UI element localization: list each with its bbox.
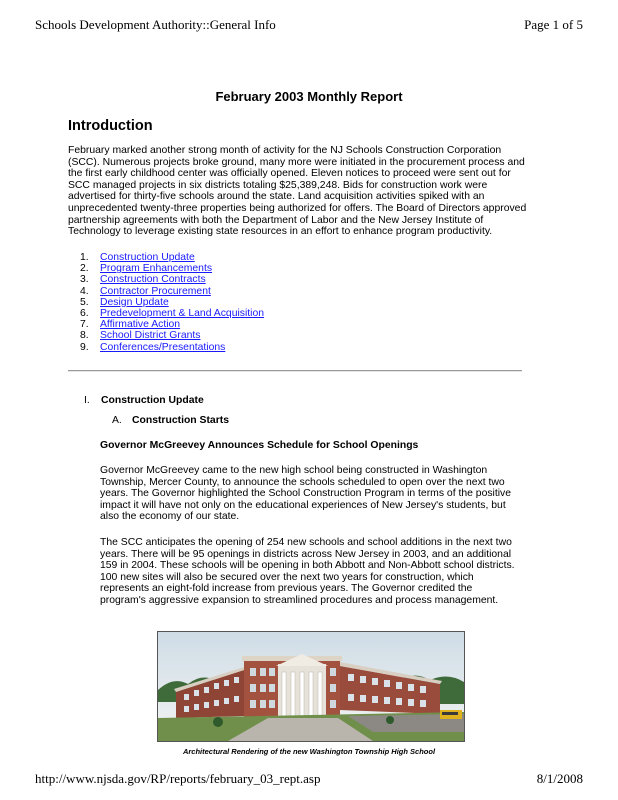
toc-number: 8.: [80, 330, 89, 342]
subsection-title: Construction Starts: [132, 415, 229, 426]
toc-link-affirmative-action[interactable]: Affirmative Action: [100, 319, 181, 331]
table-of-contents: [80, 252, 264, 353]
toc-link-construction-update[interactable]: Construction Update: [100, 252, 195, 263]
toc-number: 7.: [80, 319, 89, 331]
toc-number: 6.: [80, 308, 89, 320]
toc-link-conferences[interactable]: Conferences/Presentations: [100, 341, 226, 353]
toc-item: [80, 342, 264, 353]
toc-number: 9.: [80, 341, 89, 353]
report-title: February 2003 Monthly Report: [215, 89, 403, 104]
subsection-letter: A.: [112, 415, 122, 426]
toc-link-program-enhancements[interactable]: Program Enhancements: [100, 263, 213, 275]
toc-item: [80, 297, 264, 308]
page-header-title: Schools Development Authority::General Info: [35, 17, 276, 32]
toc-number: 4.: [80, 285, 89, 297]
toc-number: 3.: [80, 274, 89, 286]
toc-link-predevelopment[interactable]: Predevelopment & Land Acquisition: [100, 308, 265, 320]
toc-item: [80, 319, 264, 330]
toc-link-design-update[interactable]: Design Update: [100, 296, 169, 308]
subsection-heading: [112, 415, 229, 426]
toc-number: 5.: [80, 296, 89, 308]
page-number: Page 1 of 5: [524, 17, 583, 32]
toc-item: [80, 252, 264, 263]
building-illustration: [158, 632, 464, 741]
section-heading: [84, 395, 204, 406]
school-rendering-image: [157, 631, 465, 742]
toc-item: [80, 330, 264, 341]
section-number: I.: [84, 395, 90, 406]
section-title: Construction Update: [101, 395, 204, 406]
figure-caption: Architectural Rendering of the new Washington Township High School: [182, 747, 436, 756]
article-paragraph: The SCC anticipates the opening of 254 new schools and school additions in the next two years. There will be 95 openings in districts across New Jersey in 2003, and an additional 159 in 2004. These schools will be opening in both Abbott and Non-Abbott school districts. 100 new sites will also be secured over the next two years for construction, which represents an eight-fold increase from previous years. The Governor credited the program's aggressive expansion to streamlined procedures and process management.: [100, 537, 515, 606]
toc-item: [80, 274, 264, 285]
toc-link-construction-contracts[interactable]: Construction Contracts: [100, 274, 206, 286]
print-date: 8/1/2008: [536, 771, 583, 786]
toc-link-contractor-procurement[interactable]: Contractor Procurement: [100, 285, 211, 297]
introduction-paragraph: February marked another strong month of activity for the NJ Schools Construction Corporation (SCC). Numerous projects broke ground, many more were initiated in the procurement process and the first early childhood center was officially opened. Eleven notices to proceed were sent out for SCC managed projects in six districts totaling $25,389,248. Bids for construction work were advertised for thirty-five schools around the state. Land acquisition activities spiked with an unprecedented twenty-three properties being authorized for offers. The Board of Directors approved partnership agreements with both the Department of Labor and the New Jersey Institute of Technology to leverage existing state resources in an effort to enhance program productivity.: [68, 145, 527, 238]
toc-number: 2.: [80, 263, 89, 275]
toc-item: [80, 263, 264, 274]
toc-link-school-district-grants[interactable]: School District Grants: [100, 330, 201, 342]
toc-item: [80, 308, 264, 319]
article-paragraph: Governor McGreevey came to the new high school being constructed in Washington Township, Mercer County, to announce the schools scheduled to open over the next two years. The Governor highlighted the School Construction Program in terms of the positive impact it will have not only on the educational experiences of New Jersey's students, but also the economy of our state.: [100, 465, 512, 523]
toc-item: [80, 286, 264, 297]
horizontal-divider: [68, 370, 522, 372]
article-headline: Governor McGreevey Announces Schedule for School Openings: [100, 440, 419, 451]
page-url: http://www.njsda.gov/RP/reports/february_03_rept.asp: [35, 771, 321, 786]
introduction-heading: Introduction: [68, 118, 153, 134]
toc-number: 1.: [80, 252, 89, 263]
